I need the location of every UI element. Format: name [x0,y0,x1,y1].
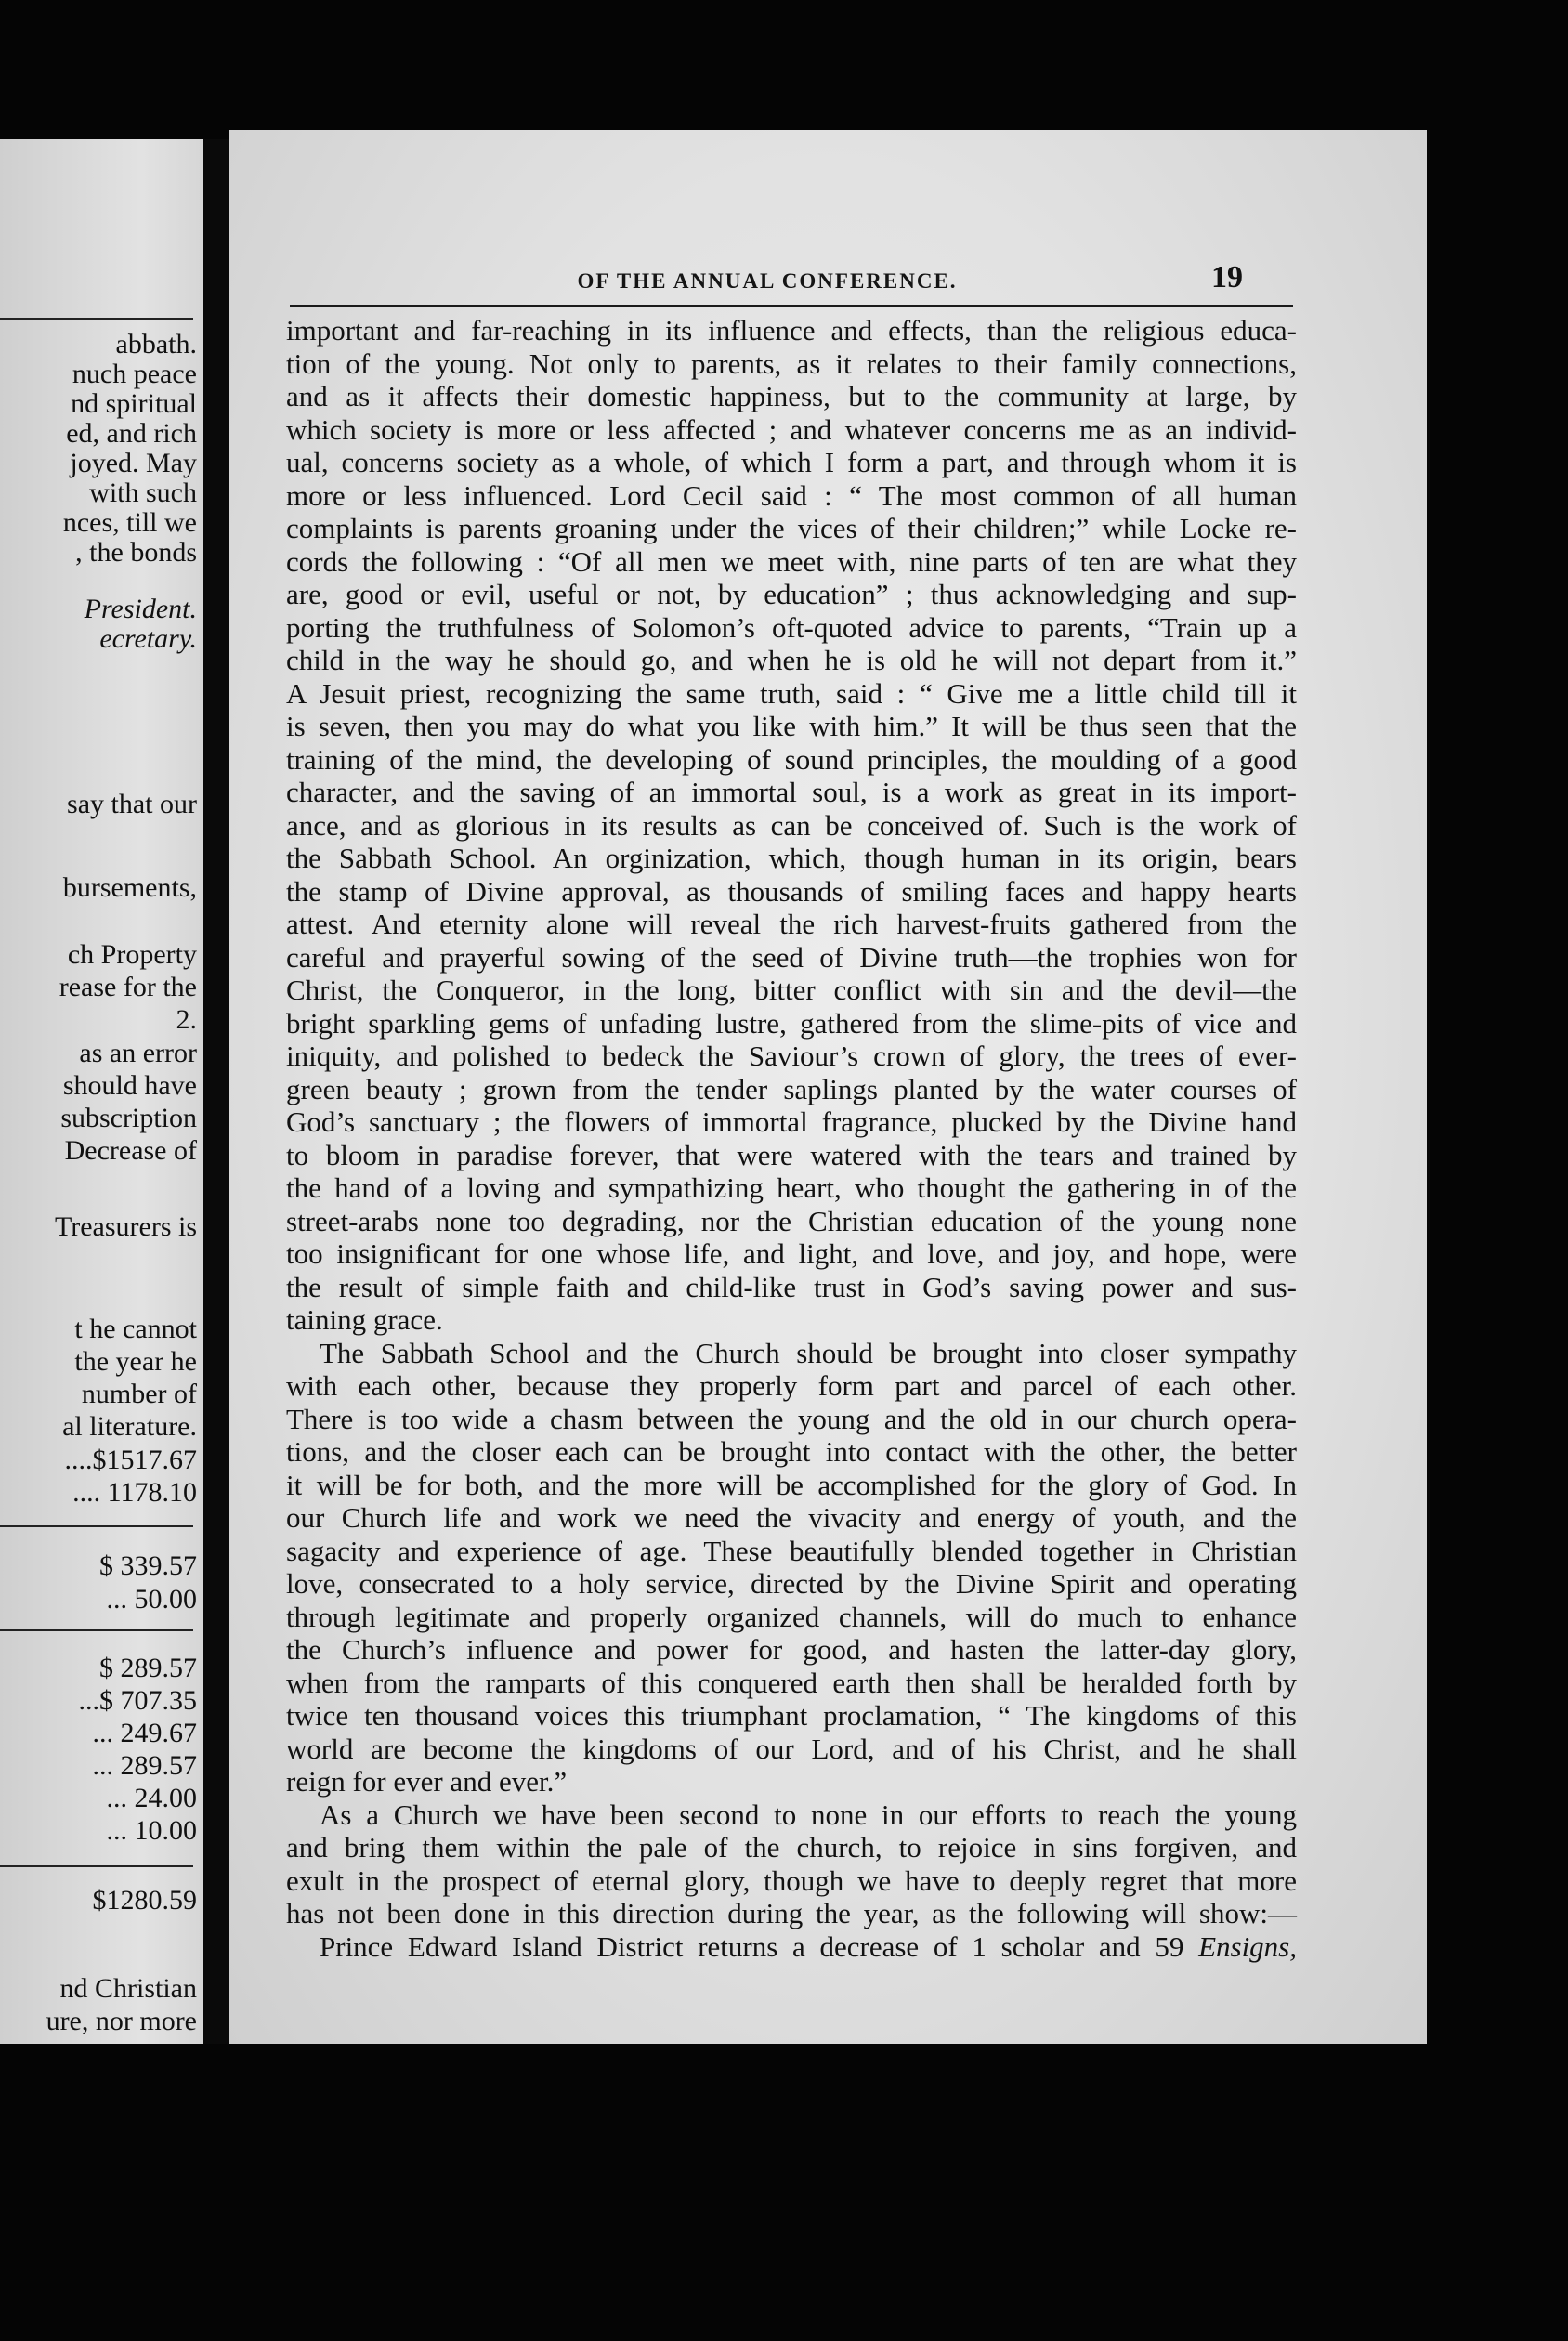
left-figure-line: $ 339.57 [99,1550,197,1581]
left-text-line: , the bonds [75,537,197,568]
body-text-line-content: child in the way he should go, and when he is old he will not depart from it.” [286,644,1297,676]
left-figure-line: $ 289.57 [99,1653,197,1683]
body-text-line-content: sagacity and experience of age. These beautifully blended together in Christian [286,1534,1297,1567]
body-text-line [286,1535,1297,1568]
body-text-line [286,644,1297,677]
body-text-line [286,677,1297,711]
left-figure-line: ... 289.57 [92,1750,197,1781]
body-text-line-content: more or less influenced. Lord Cecil said : “ The most common of all human [286,478,1297,512]
left-text-line: 2. [176,1004,197,1035]
body-text-line [286,743,1297,777]
left-text-line: nd spiritual [71,388,197,419]
header-rule [290,305,1293,307]
body-text-line-content: and as it affects their domestic happiness, but to the community at large, by [286,380,1297,412]
body-text-line-content: is seven, then you may do what you like with him.” It will be thus seen that the [286,710,1297,742]
left-text-line: nuch peace [72,359,197,389]
body-text-line [286,380,1297,413]
body-text-line-content: twice ten thousand voices this triumphant proclamation, “ The kingdoms of this [286,1699,1297,1732]
body-text-line-content: and bring them within the pale of the church, to rejoice in sins forgiven, and [286,1831,1297,1864]
body-text-line [286,545,1297,579]
body-text-line [286,1435,1297,1469]
body-text-line [286,1930,1297,1964]
left-text-line: Treasurers is [54,1211,197,1242]
body-text-line [286,413,1297,447]
body-text-line [286,941,1297,974]
body-text-line-content: which society is more or less affected ; and whatever concerns me as an individ- [286,412,1297,446]
body-text-line [286,1337,1297,1370]
body-text-line-content: reign for ever and ever.” [286,1765,568,1798]
body-text-line-content: the stamp of Divine approval, as thousands of smiling faces and happy hearts [286,874,1297,908]
body-text-line [286,1831,1297,1864]
body-text-line-content: with each other, because they properly form part and parcel of each other. [286,1369,1297,1402]
body-text [286,314,1297,1963]
left-text-line: t he cannot [74,1314,197,1344]
left-text-line: subscription [60,1103,197,1133]
left-figure-line: ... 24.00 [106,1783,197,1813]
body-text-line-content: has not been done in this direction during the year, as the following will show:— [286,1897,1297,1929]
body-text-line [286,1897,1297,1930]
left-text-line: Decrease of [64,1135,197,1166]
body-text-line-content: exult in the prospect of eternal glory, though we have to deeply regret that more [286,1864,1297,1897]
left-figure-line: ... 50.00 [106,1584,197,1615]
body-text-line-content: cords the following : “Of all men we meet with, nine parts of ten are what they [286,544,1297,578]
body-text-line [286,1765,1297,1798]
left-text-line: with such [89,477,197,508]
body-text-line [286,1271,1297,1304]
body-text-line [286,1667,1297,1700]
body-text-line [286,809,1297,843]
body-text-line [286,1105,1297,1139]
left-text-line: ch Property [67,939,197,970]
body-text-line [286,1303,1297,1337]
body-text-line [286,479,1297,513]
body-text-line [286,1601,1297,1634]
body-text-line [286,1040,1297,1073]
page-number: 19 [1211,260,1243,294]
running-head: OF THE ANNUAL CONFERENCE. [577,269,958,293]
body-text-line [286,1403,1297,1436]
left-text-line: nces, till we [62,507,197,538]
body-text-line-content: the Sabbath School. An orginization, which, though human in its origin, bears [286,842,1297,874]
body-text-line-content: to bloom in paradise forever, that were watered with the tears and trained by [286,1138,1297,1171]
body-text-line-content: A Jesuit priest, recognizing the same truth, said : “ Give me a little child till it [286,676,1297,710]
body-text-line [286,1469,1297,1502]
body-text-line [286,875,1297,909]
body-text-line-content: the hand of a loving and sympathizing heart, who thought the gathering in of the [286,1171,1297,1204]
body-text-line-content: it will be for both, and the more will be accomplished for the glory of God. In [286,1468,1297,1501]
left-text-line: abbath. [115,329,197,360]
left-text-line: nd Christian [59,1973,197,2004]
left-figure-line: ... 249.67 [92,1718,197,1748]
body-text-line-content: are, good or evil, useful or not, by education” ; thus acknowledging and sup- [286,578,1297,610]
body-text-line [286,710,1297,743]
signature-president: President. [84,594,197,624]
body-text-line-content: porting the truthfulness of Solomon’s oft-quoted advice to parents, “Train up a [286,610,1297,644]
body-text-line-content: the result of simple faith and child-like trust in God’s saving power and sus- [286,1270,1297,1303]
left-text-line: ed, and rich [66,418,197,449]
body-text-line [286,1369,1297,1403]
left-figure-total: $1280.59 [92,1885,197,1916]
body-text-line [286,1171,1297,1205]
signature-secretary: ecretary. [99,623,197,654]
body-text-line [286,908,1297,941]
body-text-line [286,1733,1297,1766]
body-text-line [286,1501,1297,1535]
body-text-line [286,611,1297,645]
left-text-line: number of [81,1379,197,1409]
body-text-line [286,512,1297,545]
body-text-line [286,1798,1297,1832]
body-text-line-content: training of the mind, the developing of sound principles, the moulding of a good [286,742,1297,776]
body-text-line-content: complaints is parents groaning under the vices of their children;” while Locke re- [286,512,1297,544]
body-text-line-content: Christ, the Conqueror, in the long, bitter conflict with sin and the devil—the [286,974,1297,1006]
body-text-line [286,347,1297,381]
body-text-line-content: Prince Edward Island District returns a decrease of 1 scholar and 59 [320,1929,1184,1963]
book-gutter [203,139,229,2044]
body-text-line-content: tions, and the closer each can be brought into contact with the other, the better [286,1435,1297,1468]
body-text-line-content: iniquity, and polished to bedeck the Saviour’s crown of glory, the trees of ever- [286,1040,1297,1072]
body-text-line [286,1205,1297,1238]
body-text-line-content: street-arabs none too degrading, nor the Christian education of the young none [286,1204,1297,1237]
left-text-line: joyed. May [70,448,197,478]
body-text-line [286,1699,1297,1733]
body-text-line [286,842,1297,875]
body-text-line [286,1567,1297,1601]
left-text-line: al literature. [62,1411,197,1442]
body-text-line [286,1633,1297,1667]
body-text-line-content: important and far-reaching in its influence and effects, than the religious educa- [286,314,1297,347]
body-text-line-content: through legitimate and properly organized channels, will do much to enhance [286,1600,1297,1633]
body-text-line [286,314,1297,347]
italic-word: Ensigns, [1198,1929,1297,1963]
left-figure-line: ... 10.00 [106,1815,197,1846]
body-text-line [286,1139,1297,1172]
body-text-line-content: world are become the kingdoms of our Lord, and of his Christ, and he shall [286,1732,1297,1765]
body-text-line-content: There is too wide a chasm between the young and the old in our church opera- [286,1402,1297,1435]
sum-rule [0,1525,193,1527]
body-text-line [286,1864,1297,1898]
sum-rule [0,1629,193,1631]
body-text-line-content: bright sparkling gems of unfading lustre, gathered from the slime-pits of vice and [286,1006,1297,1040]
body-text-line-content: The Sabbath School and the Church should be brought into closer sympathy [320,1336,1297,1369]
left-figure-line: .... 1178.10 [72,1477,197,1508]
body-text-line [286,1007,1297,1040]
body-text-line-content: tion of the young. Not only to parents, as it relates to their family connections, [286,347,1297,380]
body-text-line-content: love, consecrated to a holy service, directed by the Divine Spirit and operating [286,1567,1297,1600]
page-19 [229,130,1427,2044]
sum-rule [0,1865,193,1867]
left-text-line: ure, nor more [46,2006,197,2036]
body-text-line-content: when from the ramparts of this conquered earth then shall be heralded forth by [286,1666,1297,1699]
left-text-line: the year he [74,1346,197,1377]
left-figure-line: ...$ 707.35 [78,1685,197,1716]
body-text-line-content: God’s sanctuary ; the flowers of immortal fragrance, plucked by the Divine hand [286,1105,1297,1138]
body-text-line-content: the Church’s influence and power for good, and hasten the latter-day glory, [286,1633,1297,1666]
body-text-line [286,1073,1297,1106]
body-text-line [286,974,1297,1007]
left-page-rule [0,318,193,320]
body-text-line-content: attest. And eternity alone will reveal the rich harvest-fruits gathered from the [286,908,1297,940]
body-text-line-content: As a Church we have been second to none in our efforts to reach the young [320,1798,1297,1831]
left-text-line: bursements, [62,872,197,903]
left-page-fragment [0,139,203,2044]
left-text-line: say that our [67,789,197,819]
body-text-line-content: too insignificant for one whose life, and light, and love, and joy, and hope, were [286,1237,1297,1270]
left-figure-line: ....$1517.67 [64,1445,197,1475]
body-text-line-content: character, and the saving of an immortal soul, is a work as great in its import- [286,776,1297,808]
left-text-line: as an error [79,1038,197,1068]
body-text-line-content: our Church life and work we need the vivacity and energy of youth, and the [286,1501,1297,1534]
body-text-line-content: ual, concerns society as a whole, of which I form a part, and through whom it is [286,446,1297,478]
left-text-line: rease for the [59,972,197,1002]
left-text-line: should have [62,1070,197,1101]
body-text-line [286,446,1297,479]
body-text-line-content: ance, and as glorious in its results as can be conceived of. Such is the work of [286,808,1297,842]
body-text-line [286,578,1297,611]
body-text-line-content: careful and prayerful sowing of the seed of Divine truth—the trophies won for [286,940,1297,974]
body-text-line-content: green beauty ; grown from the tender saplings planted by the water courses of [286,1072,1297,1105]
body-text-line-content: taining grace. [286,1303,443,1336]
body-text-line [286,776,1297,809]
body-text-line [286,1237,1297,1271]
